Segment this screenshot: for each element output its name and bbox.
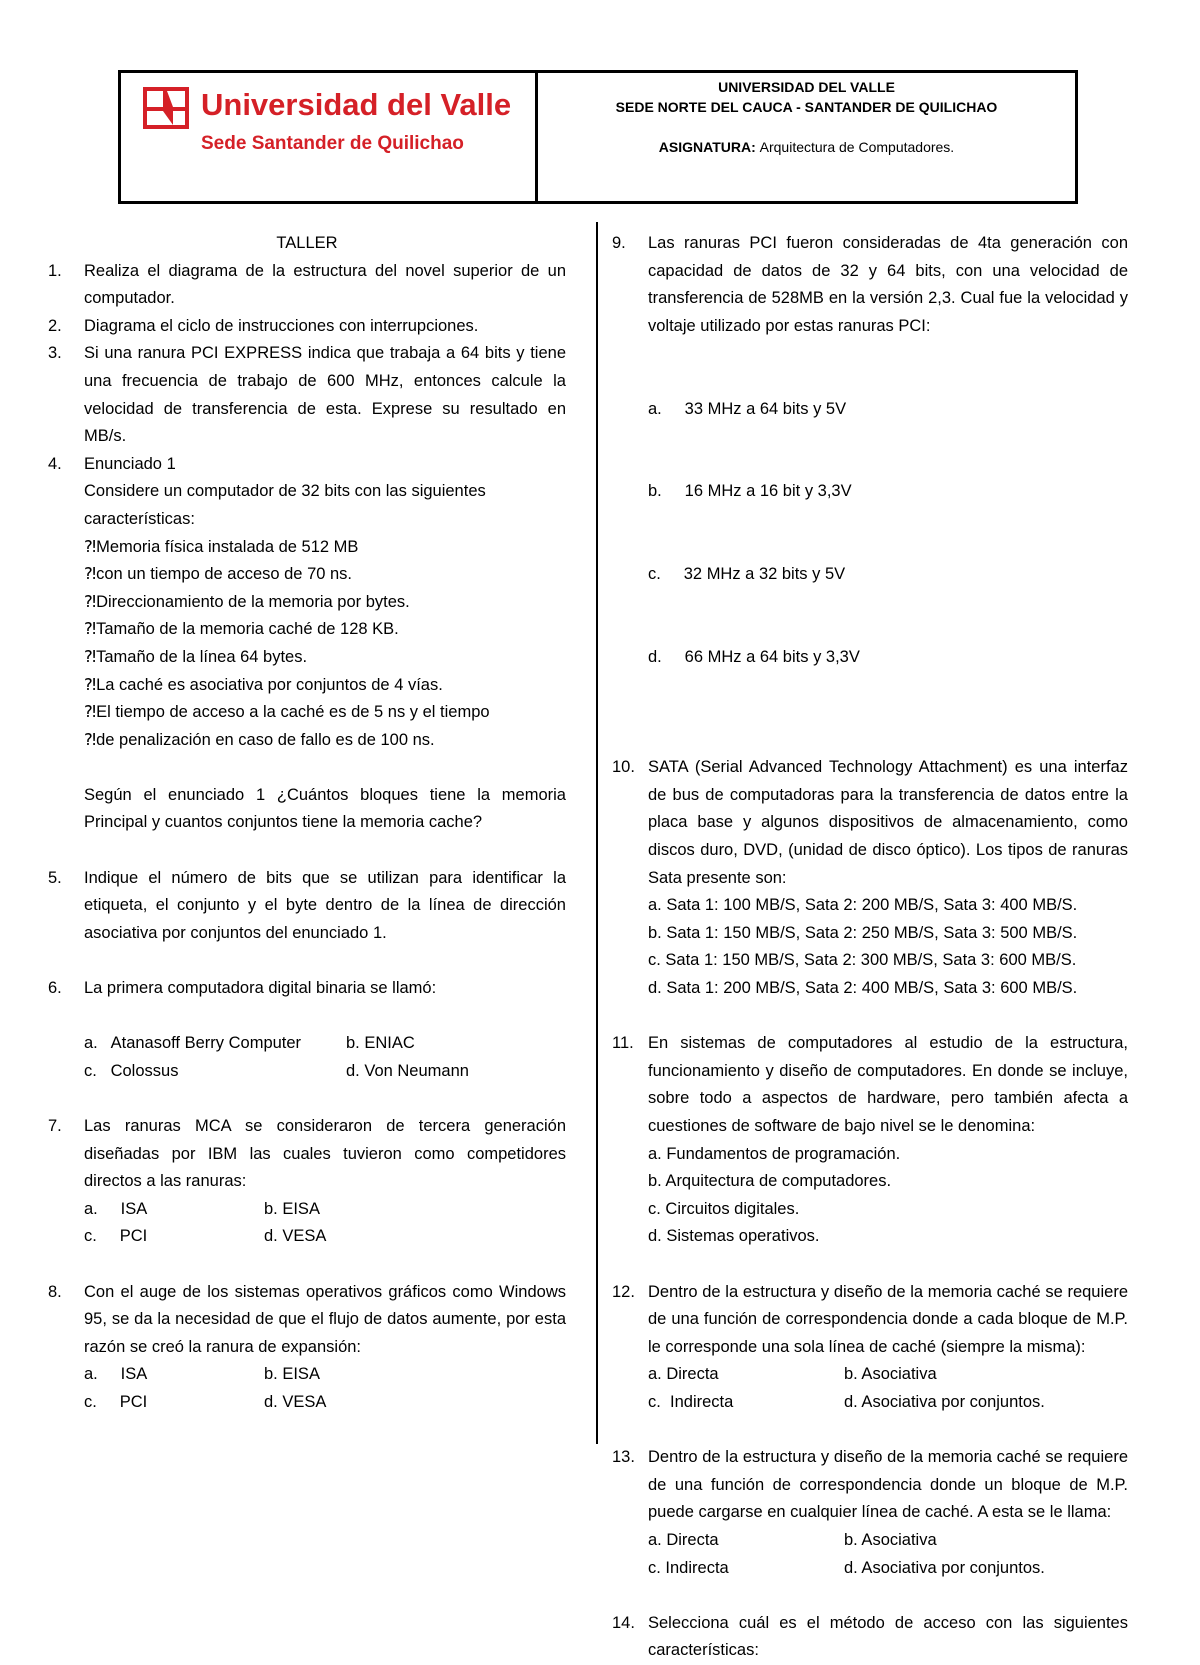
list-item: ⁈La caché es asociativa por conjuntos de 4 vías. — [84, 675, 443, 694]
question-12 — [612, 1279, 1128, 1417]
option-b: b. Sata 1: 150 MB/S, Sata 2: 250 MB/S, Sata 3: 500 MB/S. — [648, 923, 1078, 942]
list-item: ⁈Tamaño de la línea 64 bytes. — [84, 647, 308, 666]
question-10 — [612, 754, 1128, 1002]
option-d: d. Sata 1: 200 MB/S, Sata 2: 400 MB/S, Sata 3: 600 MB/S. — [648, 979, 1078, 998]
question-number: 7. — [48, 1117, 62, 1135]
question-text: Las ranuras PCI fueron consideradas de 4ta generación con capacidad de datos de 32 y 64 bits, con una velocidad de transferencia de 528MB en la versión 2,3. Cual fue la velocidad y voltaje utilizado por estas ranuras PCI: — [648, 234, 1128, 335]
right-column — [612, 230, 1128, 1665]
question-3 — [48, 340, 566, 450]
question-text: Las ranuras MCA se consideraron de tercera generación diseñadas por IBM las cuales tuvieron como competidores directos a las ranuras: — [84, 1117, 566, 1191]
subject-value: Arquitectura de Computadores. — [759, 139, 955, 155]
option-a: a. Directa — [648, 1365, 719, 1384]
option-b: b. Arquitectura de computadores. — [648, 1172, 892, 1191]
question-text: Si una ranura PCI EXPRESS indica que trabaja a 64 bits y tiene una frecuencia de trabajo de 600 MHz, entonces calcule la velocidad de transferencia de esta. Exprese su resultado en MB/s. — [84, 344, 566, 446]
option-a: a. ISA — [84, 1199, 148, 1218]
list-item: ⁈Direccionamiento de la memoria por bytes. — [84, 592, 410, 611]
option-c: c. Circuitos digitales. — [648, 1199, 800, 1218]
list-item: ⁈Memoria física instalada de 512 MB — [84, 537, 359, 556]
list-item: ⁈Tamaño de la memoria caché de 128 KB. — [84, 620, 399, 639]
question-7 — [48, 1113, 566, 1251]
option-d: d. 66 MHz a 64 bits y 3,3V — [648, 647, 860, 666]
question-text: Dentro de la estructura y diseño de la memoria caché se requiere de una función de correspondencia donde un bloque de M.P. puede cargarse en cualquier línea de caché. A esta se le llama: — [648, 1448, 1128, 1522]
question-number: 14. — [612, 1613, 635, 1632]
question-5 — [48, 865, 566, 948]
question-number: 6. — [48, 979, 62, 998]
question-text: Con el auge de los sistemas operativos gráficos como Windows 95, se da la necesidad de que el flujo de datos aumente, por esta razón se creó la ranura de expansión: — [84, 1282, 566, 1356]
header-campus: SEDE NORTE DEL CAUCA - SANTANDER DE QUILICHAO — [615, 99, 998, 115]
left-column — [48, 230, 566, 1417]
option-b: b. EISA — [264, 1365, 320, 1384]
answer-options — [648, 892, 1128, 1002]
logo-subtitle: Sede Santander de Quilichao — [201, 133, 464, 154]
subject-label: ASIGNATURA: — [658, 139, 756, 155]
list-item: ⁈con un tiempo de acceso de 70 ns. — [84, 565, 353, 584]
option-c: c. 32 MHz a 32 bits y 5V — [648, 565, 846, 584]
question-text: Realiza el diagrama de la estructura del novel superior de un computador. — [84, 261, 566, 308]
answer-options — [648, 1527, 1128, 1582]
question-text: La primera computadora digital binaria se llamó: — [84, 979, 437, 998]
option-d: d. VESA — [264, 1227, 327, 1246]
option-d: d. Von Neumann — [346, 1061, 469, 1080]
option-a: a. Directa — [648, 1530, 719, 1549]
question-text: En sistemas de computadores al estudio de la estructura, funcionamiento y diseño de computadores. En donde se incluye, sobre todo a aspectos de hardware, pero también afecta a cuestiones de software de bajo nivel se le denomina: — [648, 1034, 1128, 1135]
list-item: ⁈de penalización en caso de fallo es de 100 ns. — [84, 730, 435, 749]
bullet-icon: ⁈ — [84, 675, 97, 694]
question-number: 13. — [612, 1448, 635, 1467]
question-text: Indique el número de bits que se utilizan para identificar la etiqueta, el conjunto y el byte dentro de la línea de dirección asociativa por conjuntos del enunciado 1. — [84, 868, 566, 942]
option-a: a. ISA — [84, 1365, 148, 1384]
answer-options — [84, 1030, 566, 1085]
option-d: d. Asociativa por conjuntos. — [844, 1558, 1045, 1577]
statement-intro: Considere un computador de 32 bits con las siguientes características: — [84, 482, 486, 528]
question-number: 11. — [612, 1034, 634, 1053]
statement-bullets — [84, 534, 566, 755]
header-university: UNIVERSIDAD DEL VALLE — [718, 79, 895, 95]
bullet-icon: ⁈ — [84, 703, 97, 722]
header-info — [538, 73, 1075, 157]
question-text: Dentro de la estructura y diseño de la memoria caché se requiere de una función de correspondencia donde a cada bloque de M.P. le corresponde una sola línea de caché (siempre la misma): — [648, 1282, 1128, 1356]
bullet-icon: ⁈ — [84, 730, 97, 749]
list-item: ⁈El tiempo de acceso a la caché es de 5 ns y el tiempo — [84, 703, 490, 722]
option-b: b. 16 MHz a 16 bit y 3,3V — [648, 482, 852, 501]
document-header — [118, 70, 1078, 204]
option-d: d. VESA — [264, 1392, 327, 1411]
option-c: c. Sata 1: 150 MB/S, Sata 2: 300 MB/S, Sata 3: 600 MB/S. — [648, 951, 1077, 970]
option-b: b. Asociativa — [844, 1530, 937, 1549]
option-a: a. 33 MHz a 64 bits y 5V — [648, 399, 847, 418]
option-a: a. Sata 1: 100 MB/S, Sata 2: 200 MB/S, Sata 3: 400 MB/S. — [648, 896, 1078, 915]
question-text: Selecciona cuál es el método de acceso con las siguientes características: — [648, 1613, 1128, 1660]
column-divider — [596, 222, 598, 1444]
question-text: SATA (Serial Advanced Technology Attachment) es una interfaz de bus de computadoras para la transferencia de datos entre la placa base y algunos dispositivos de almacenamiento, como discos duro, DVD, (unidad de disco óptico). Los tipos de ranuras Sata presente son: — [648, 758, 1128, 887]
university-logo-icon — [143, 87, 189, 129]
bullet-icon: ⁈ — [84, 537, 97, 556]
answer-options — [648, 340, 1128, 726]
question-6 — [48, 975, 566, 1085]
question-number: 12. — [612, 1282, 635, 1301]
bullet-icon: ⁈ — [84, 592, 97, 611]
option-b: b. ENIAC — [346, 1034, 415, 1053]
question-number: 4. — [48, 454, 62, 473]
answer-options — [84, 1361, 566, 1416]
statement-heading: Enunciado 1 — [84, 454, 176, 473]
question-8 — [48, 1279, 566, 1417]
bullet-icon: ⁈ — [84, 565, 97, 584]
question-2 — [48, 313, 566, 341]
option-c: c. Indirecta — [648, 1392, 734, 1411]
question-number: 2. — [48, 316, 62, 335]
option-d: d. Asociativa por conjuntos. — [844, 1392, 1045, 1411]
option-a: a. Atanasoff Berry Computer — [84, 1034, 302, 1053]
answer-options — [84, 1196, 566, 1251]
question-number: 5. — [48, 868, 62, 887]
question-13 — [612, 1444, 1128, 1582]
question-11 — [612, 1030, 1128, 1251]
option-c: c. PCI — [84, 1392, 148, 1411]
question-number: 1. — [48, 261, 62, 280]
statement-question: Según el enunciado 1 ¿Cuántos bloques tiene la memoria Principal y cuantos conjuntos tiene la memoria cache? — [84, 785, 566, 832]
question-number: 3. — [48, 344, 62, 363]
header-subject — [538, 137, 1075, 157]
question-14 — [612, 1610, 1128, 1665]
answer-options — [648, 1361, 1128, 1416]
option-d: d. Sistemas operativos. — [648, 1227, 820, 1246]
question-9 — [612, 230, 1128, 727]
option-b: b. EISA — [264, 1199, 320, 1218]
question-number: 10. — [612, 758, 635, 777]
option-c: c. Colossus — [84, 1061, 179, 1080]
bullet-icon: ⁈ — [84, 620, 97, 639]
logo-title: Universidad del Valle — [201, 87, 512, 122]
option-b: b. Asociativa — [844, 1365, 937, 1384]
question-4 — [48, 451, 566, 837]
question-1 — [48, 258, 566, 313]
bullet-icon: ⁈ — [84, 647, 97, 666]
option-c: c. Indirecta — [648, 1558, 729, 1577]
question-number: 9. — [612, 234, 626, 252]
page-title: TALLER — [276, 234, 338, 252]
option-c: c. PCI — [84, 1227, 148, 1246]
answer-options — [648, 1141, 1128, 1251]
option-a: a. Fundamentos de programación. — [648, 1144, 901, 1163]
question-number: 8. — [48, 1282, 62, 1301]
question-text: Diagrama el ciclo de instrucciones con interrupciones. — [84, 316, 479, 335]
